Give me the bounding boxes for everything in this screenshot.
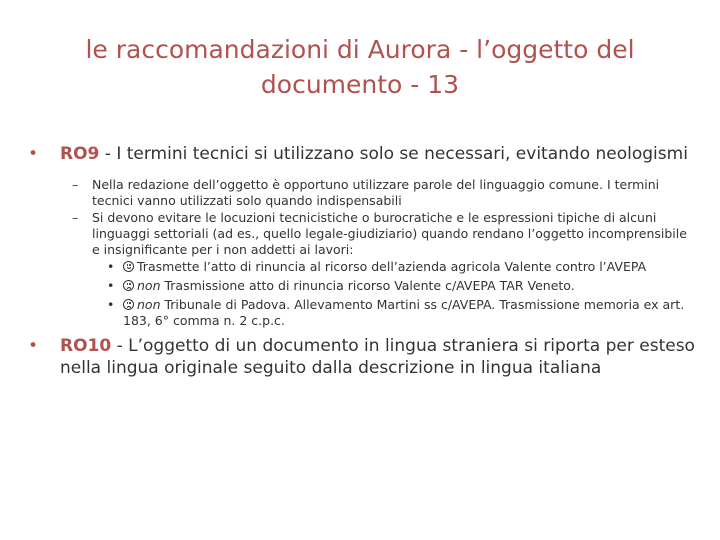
bullet-dot: • — [107, 278, 115, 293]
sub-item — [72, 210, 698, 258]
non-label: non — [137, 297, 161, 312]
example-item — [107, 297, 698, 329]
example-item — [107, 278, 698, 294]
rule-code: RO9 — [60, 144, 100, 164]
bullet-dot: • — [28, 144, 39, 164]
bullet-dot: • — [107, 259, 115, 274]
example-text: Trasmette l’atto di rinuncia al ricorso dell’azienda agricola Valente contro l’AVEPA — [137, 259, 647, 274]
dash-marker: – — [72, 210, 79, 225]
bullet-text: - I termini tecnici si utilizzano solo se necessari, evitando neologismi — [99, 144, 688, 164]
sub-item-text: Si devono evitare le locuzioni tecnicistiche o burocratiche e le espressioni tipiche di alcuni linguaggi settoriali (ad es., quello legale-giudiziario) quando rendano l’oggetto incomprensibile e insignificante per i non addetti ai lavori: — [92, 210, 687, 257]
sad-face-icon — [123, 299, 134, 310]
example-text: Tribunale di Padova. Allevamento Martini ss c/AVEPA. Trasmissione memoria ex art. 183, 6° comma n. 2 c.p.c. — [123, 297, 685, 328]
bullet-dot: • — [107, 297, 115, 312]
bullet-item-ro10 — [28, 335, 698, 379]
sub-item — [72, 177, 698, 209]
slide-title: le raccomandazioni di Aurora - l’oggetto del documento - 13 — [85, 35, 635, 99]
bullet-text: - L’oggetto di un documento in lingua straniera si riporta per esteso nella lingua originale seguito dalla descrizione in lingua italiana — [60, 336, 695, 378]
sub-item-text: Nella redazione dell’oggetto è opportuno utilizzare parole del linguaggio comune. I termini tecnici vanno utilizzati solo quando indispensabili — [92, 177, 660, 208]
slide-content — [28, 143, 698, 391]
bullet-item-ro9 — [28, 143, 698, 165]
example-text: Trasmissione atto di rinuncia ricorso Valente c/AVEPA TAR Veneto. — [160, 278, 575, 293]
sad-face-icon — [123, 280, 134, 291]
rule-code: RO10 — [60, 336, 112, 356]
bullet-dot: • — [28, 336, 39, 356]
example-item — [107, 259, 698, 275]
non-label: non — [137, 278, 161, 293]
dash-marker: – — [72, 177, 79, 192]
smiley-face-icon — [123, 261, 134, 272]
